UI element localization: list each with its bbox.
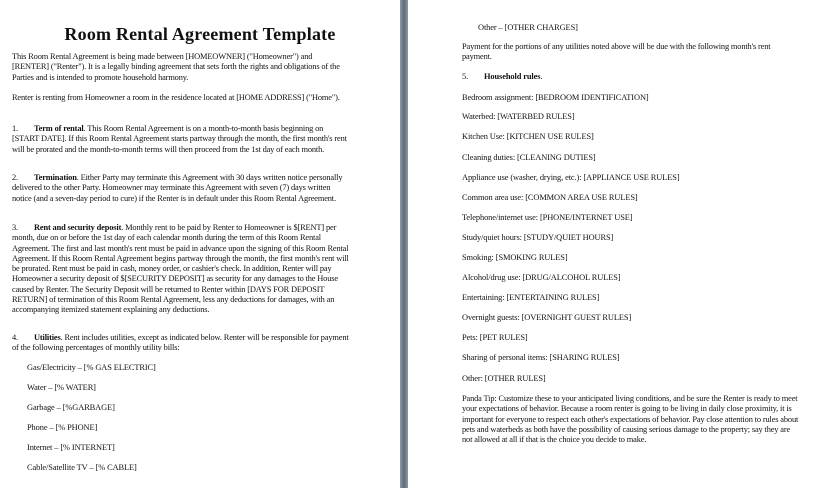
intro-paragraph: This Room Rental Agreement is being made between [HOMEOWNER] ("Homeowner") and [RENTER] ("Renter"). It is a legally binding agreement that sets forth the rights and obligations of the Parties and is intended to promote household harmony. (12, 52, 340, 82)
utility-item: Internet – [% INTERNET] (27, 443, 115, 452)
section-body: . Monthly rent to be paid by Renter to Homeowner is $[RENT] per month, due on or before the 1st day of each calendar month during the term of this Room Rental Agreement. The first and last month's rent must be paid in advance upon the signing of this Room Rental Agreement. If this Room Rental Agreement begins partway through the month, the first month's rent will be prorated. Rent must be paid in cash, money order, or cashier's check. In addition, Renter will pay Homeowner a security deposit of $[SECURITY DEPOSIT] as security for any damages to the House caused by Renter. The Security Deposit will be returned to Renter within [DAYS FOR DEPOSIT RETURN] of termination of this Room Rental Agreement, less any deductions for damages, with an accompanying itemized statement explaining any deductions. (12, 223, 349, 315)
section-heading: Household rules (484, 72, 541, 81)
page-gutter (400, 0, 408, 488)
section-heading: Rent and security deposit (34, 223, 122, 232)
rule-item: Cleaning duties: [CLEANING DUTIES] (462, 153, 596, 162)
utility-item-other: Other – [OTHER CHARGES] (478, 23, 578, 32)
rule-item: Bedroom assignment: [BEDROOM IDENTIFICATION] (462, 93, 649, 102)
rule-item: Kitchen Use: [KITCHEN USE RULES] (462, 132, 594, 141)
payment-paragraph: Payment for the portions of any utilities noted above will be due with the following month's rent payment. (462, 42, 771, 62)
section-utilities (12, 333, 350, 354)
section-number: 4. (12, 333, 18, 342)
rule-item: Sharing of personal items: [SHARING RULES] (462, 353, 620, 362)
utility-item: Phone – [% PHONE] (27, 423, 98, 432)
rule-item: Telephone/internet use: [PHONE/INTERNET USE] (462, 213, 633, 222)
rule-item: Appliance use (washer, drying, etc.): [APPLIANCE USE RULES] (462, 173, 680, 182)
rule-item: Smoking: [SMOKING RULES] (462, 253, 568, 262)
utility-item: Gas/Electricity – [% GAS ELECTRIC] (27, 363, 156, 372)
rule-item: Pets: [PET RULES] (462, 333, 528, 342)
section-body: . Rent includes utilities, except as indicated below. Renter will be responsible for payment of the following percentages of monthly utility bills: (12, 333, 349, 353)
section-household-rules (462, 72, 542, 82)
rule-item: Study/quiet hours: [STUDY/QUIET HOURS] (462, 233, 614, 242)
utility-item: Garbage – [%GARBAGE] (27, 403, 115, 412)
section-number: 1. (12, 124, 18, 133)
rule-item: Common area use: [COMMON AREA USE RULES] (462, 193, 638, 202)
rule-item: Entertaining: [ENTERTAINING RULES] (462, 293, 600, 302)
section-term (12, 124, 350, 155)
section-heading: Utilities (34, 333, 61, 342)
section-body: . Either Party may terminate this Agreement with 30 days written notice personally delivered to the other Party. Homeowner may terminate this Agreement with seven (7) days written notice (and a seven-day period to cure) if the Renter is in default under this Room Rental Agreement. (12, 173, 343, 203)
rule-item: Alcohol/drug use: [DRUG/ALCOHOL RULES] (462, 273, 621, 282)
section-number: 5. (462, 72, 469, 81)
section-heading: Termination (34, 173, 77, 182)
rule-item: Other: [OTHER RULES] (462, 374, 546, 383)
section-body: . This Room Rental Agreement is on a month-to-month basis beginning on [START DATE]. If this Room Rental Agreement starts partway through the month, the first month's rent will be prorated and the month-to-month terms will then proceed from the 1st day of each month. (12, 124, 347, 154)
utility-item: Cable/Satellite TV – [% CABLE] (27, 463, 137, 472)
panda-tip-paragraph: Panda Tip: Customize these to your anticipated living conditions, and be sure the Renter is ready to meet your expectations of behavior. Because a room renter is going to be living in daily close proximity, it is important for everyone to respect each other's expectations of behavior. Pay close attention to rules about pets and waterbeds as both have the possibility of causing serious damage to the property; say they are not allowed at all if that is the choice you decide to make. (462, 394, 799, 445)
section-number: 3. (12, 223, 18, 232)
rule-item: Waterbed: [WATERBED RULES] (462, 112, 575, 121)
section-heading: Term of rental (34, 124, 84, 133)
utility-item: Water – [% WATER] (27, 383, 96, 392)
section-rent-deposit (12, 223, 350, 316)
rule-item: Overnight guests: [OVERNIGHT GUEST RULES] (462, 313, 632, 322)
renting-paragraph: Renter is renting from Homeowner a room in the residence located at [HOME ADDRESS] ("Home"). (12, 93, 340, 102)
section-heading-suffix: . (540, 72, 543, 81)
section-number: 2. (12, 173, 18, 182)
left-page (0, 0, 400, 488)
section-termination (12, 173, 350, 204)
document-title: Room Rental Agreement Template (64, 24, 336, 44)
